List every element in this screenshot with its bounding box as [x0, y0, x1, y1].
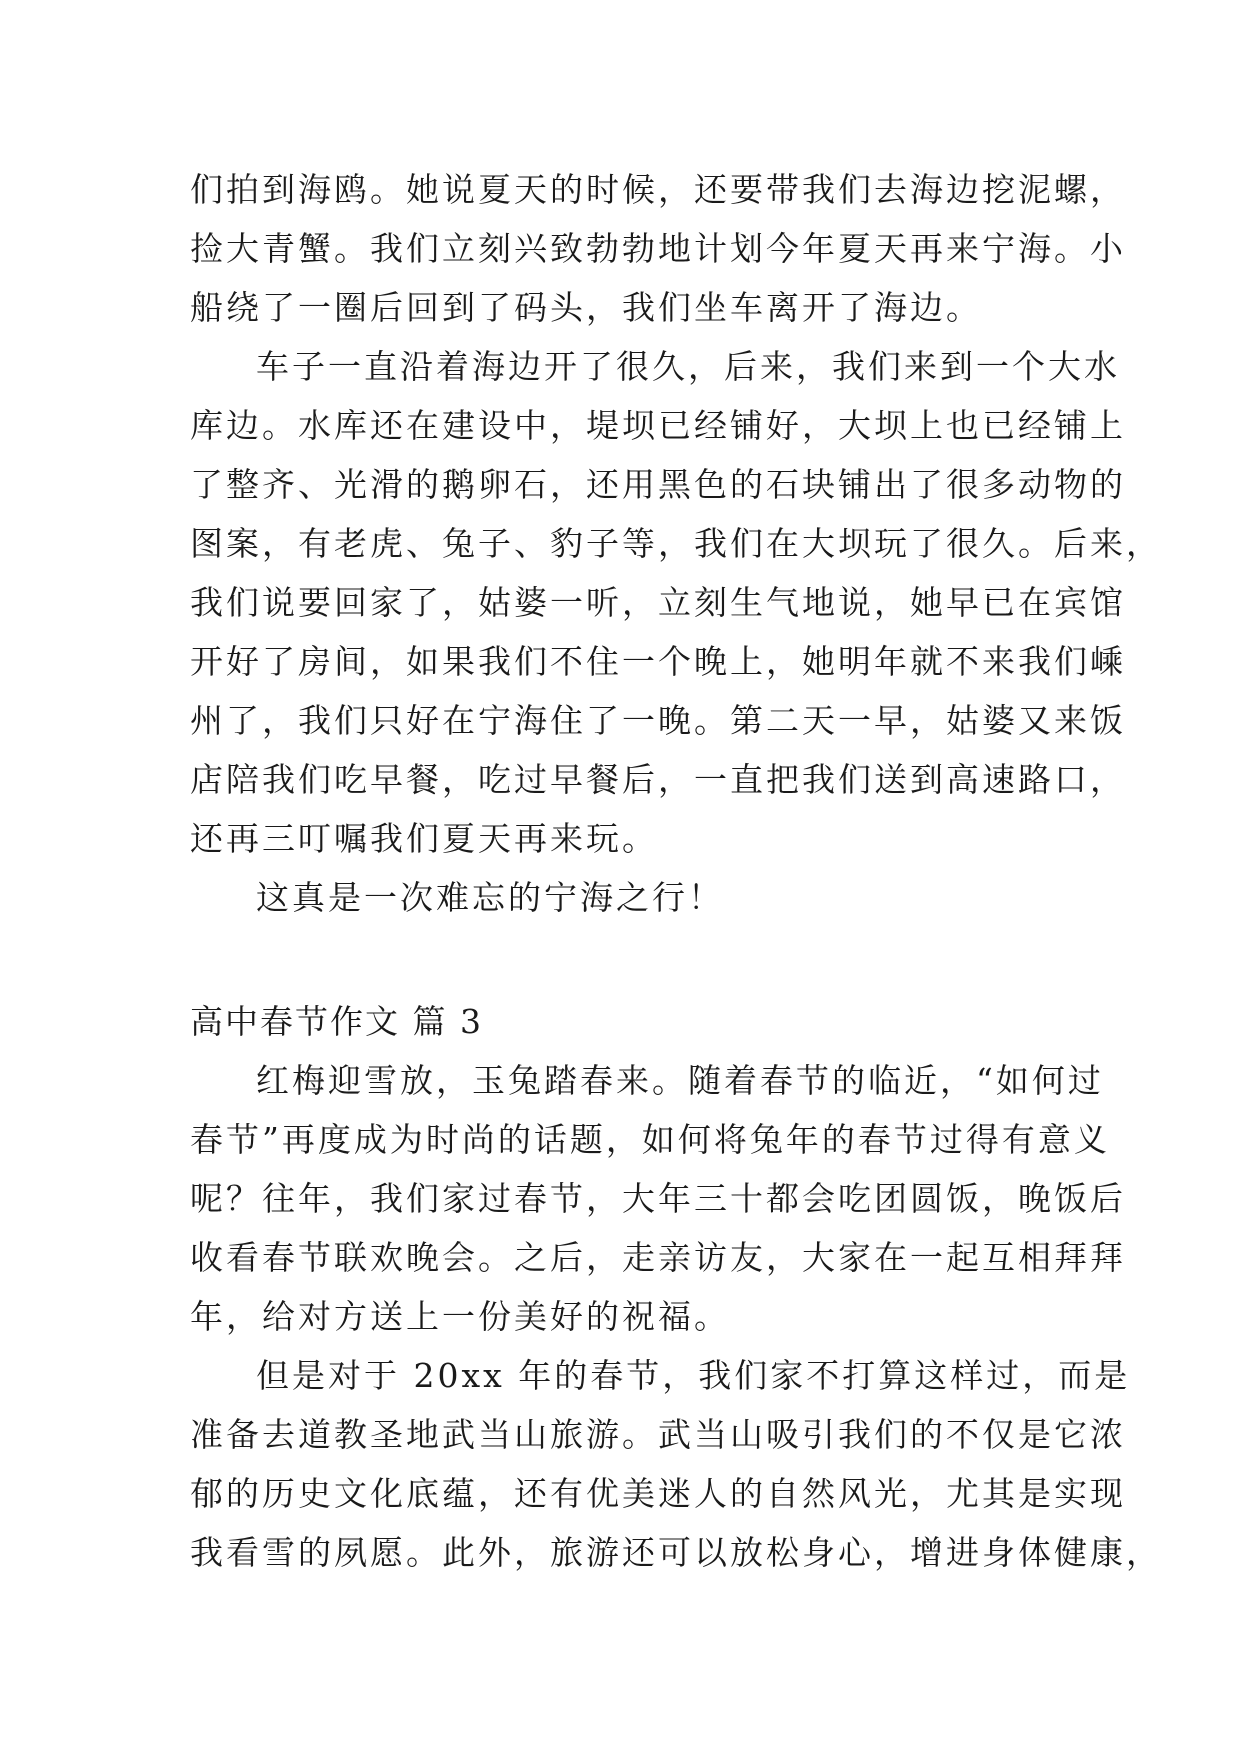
text-line: 但是对于 20xx 年的春节，我们家不打算这样过，而是	[256, 1356, 1131, 1395]
text-line: 年，给对方送上一份美好的祝福。	[190, 1297, 730, 1336]
paragraph	[190, 337, 1162, 868]
text-line: 我们说要回家了，姑婆一听，立刻生气地说，她早已在宾馆	[190, 583, 1126, 622]
paragraph	[190, 160, 1126, 337]
document-body	[190, 160, 1162, 1582]
text-line: 春节”再度成为时尚的话题，如何将兔年的春节过得有意义	[190, 1120, 1110, 1159]
text-line: 这真是一次难忘的宁海之行！	[256, 878, 724, 917]
section-heading: 高中春节作文 篇 3	[190, 1002, 483, 1041]
text-line: 店陪我们吃早餐，吃过早餐后，一直把我们送到高速路口，	[190, 760, 1126, 799]
text-line: 车子一直沿着海边开了很久，后来，我们来到一个大水	[256, 347, 1120, 386]
section-spacer	[190, 927, 1050, 992]
text-line: 呢？往年，我们家过春节，大年三十都会吃团圆饭，晚饭后	[190, 1179, 1126, 1218]
text-line: 开好了房间，如果我们不住一个晚上，她明年就不来我们嵊	[190, 642, 1126, 681]
paragraph	[190, 1346, 1162, 1582]
text-line: 还再三叮嘱我们夏天再来玩。	[190, 819, 658, 858]
text-line: 图案，有老虎、兔子、豹子等，我们在大坝玩了很久。后来，	[190, 524, 1162, 563]
text-line: 郁的历史文化底蕴，还有优美迷人的自然风光，尤其是实现	[190, 1474, 1126, 1513]
text-line: 我看雪的夙愿。此外，旅游还可以放松身心，增进身体健康，	[190, 1533, 1162, 1572]
text-line: 库边。水库还在建设中，堤坝已经铺好，大坝上也已经铺上	[190, 406, 1126, 445]
text-line: 红梅迎雪放，玉兔踏春来。随着春节的临近，“如何过	[256, 1061, 1104, 1100]
paragraph	[190, 1051, 1126, 1346]
text-line: 们拍到海鸥。她说夏天的时候，还要带我们去海边挖泥螺，	[190, 170, 1126, 209]
text-line: 州了，我们只好在宁海住了一晚。第二天一早，姑婆又来饭	[190, 701, 1126, 740]
paragraph	[190, 868, 1050, 927]
text-line: 收看春节联欢晚会。之后，走亲访友，大家在一起互相拜拜	[190, 1238, 1126, 1277]
text-line: 了整齐、光滑的鹅卵石，还用黑色的石块铺出了很多动物的	[190, 465, 1126, 504]
text-line: 船绕了一圈后回到了码头，我们坐车离开了海边。	[190, 288, 982, 327]
text-line: 捡大青蟹。我们立刻兴致勃勃地计划今年夏天再来宁海。小	[190, 229, 1126, 268]
text-line: 准备去道教圣地武当山旅游。武当山吸引我们的不仅是它浓	[190, 1415, 1126, 1454]
